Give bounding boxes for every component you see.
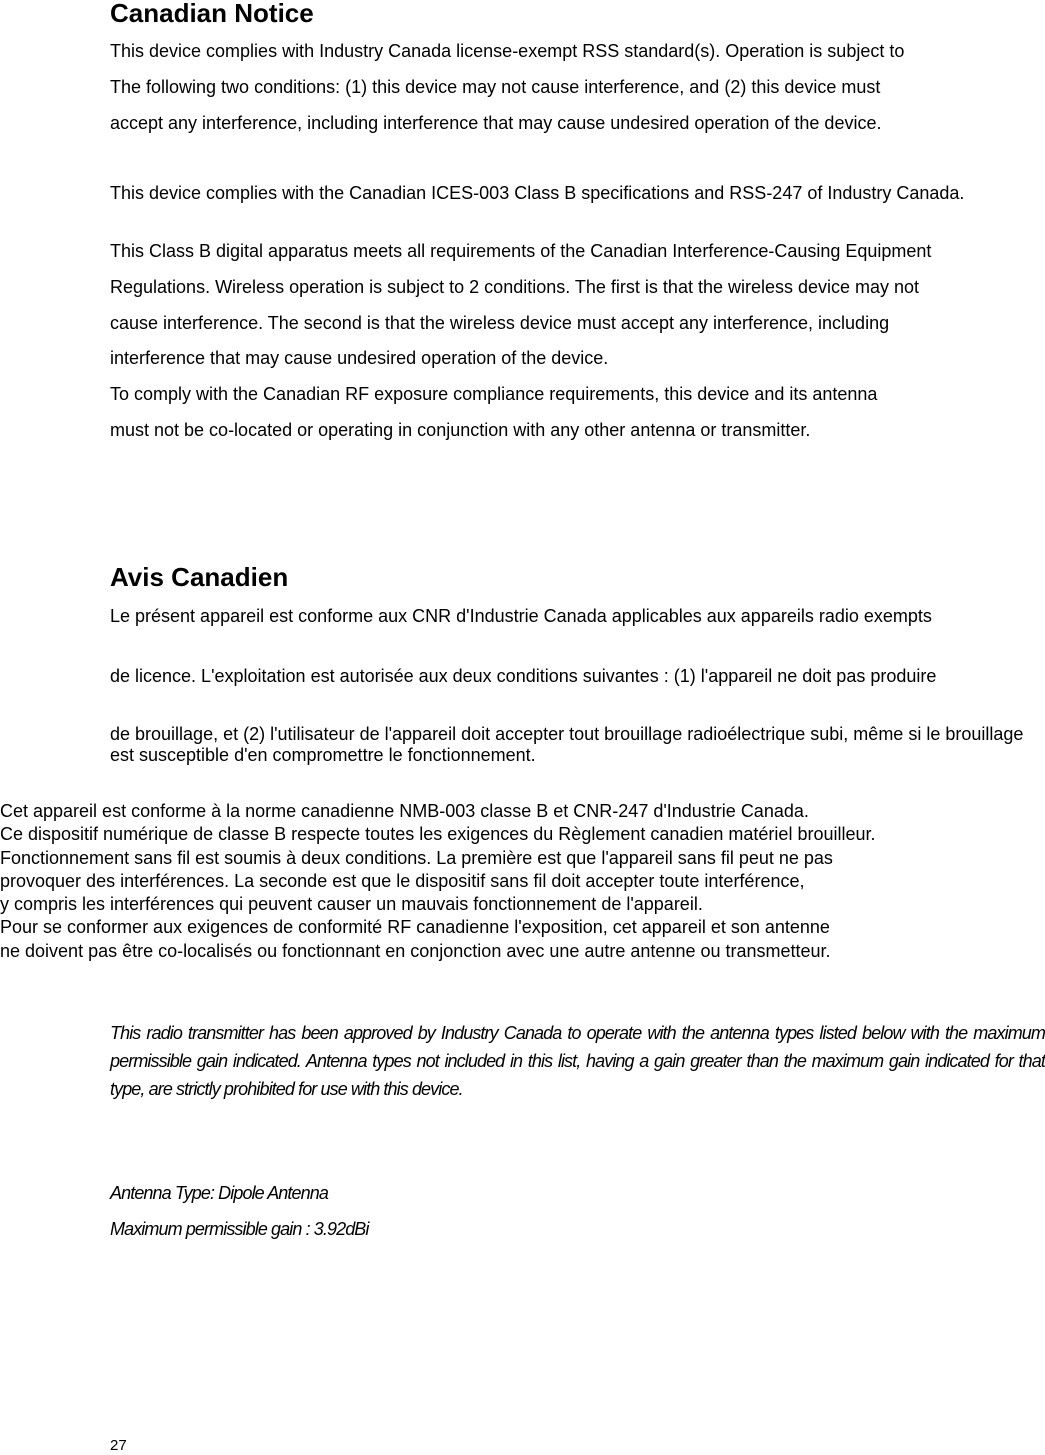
fr-paragraph-2-line: Ce dispositif numérique de classe B respecte toutes les exigences du Règlement canadien matériel brouilleur. [0,824,876,845]
fr-paragraph-1-line-1: Le présent appareil est conforme aux CNR d'Industrie Canada applicables aux appareils radio exempts [110,606,932,626]
en-paragraph-2: This device complies with the Canadian ICES-003 Class B specifications and RSS-247 of Industry Canada. [110,183,965,203]
fr-paragraph-2-line: Pour se conformer aux exigences de conformité RF canadienne l'exposition, cet appareil et son antenne [0,917,830,938]
en-paragraph-3-line-3: cause interference. The second is that the wireless device must accept any interference, including [110,313,890,333]
en-paragraph-3-line-2: Regulations. Wireless operation is subject to 2 conditions. The first is that the wireless device may not [110,277,920,297]
fr-paragraph-1-line-2: de licence. L'exploitation est autorisée aux deux conditions suivantes : (1) l'appareil ne doit pas produire [110,666,937,686]
avis-canadien-heading: Avis Canadien [110,562,289,592]
antenna-notice [110,1019,1045,1239]
en-paragraph-1-line-2: The following two conditions: (1) this device may not cause interference, and (2) this device must [110,77,881,97]
en-paragraph-1-line-3: accept any interference, including interference that may cause undesired operation of the device. [110,113,882,133]
en-paragraph-1-line-1: This device complies with Industry Canada license-exempt RSS standard(s). Operation is subject to [110,41,905,61]
fr-paragraph-2-line: Cet appareil est conforme à la norme canadienne NMB-003 classe B et CNR-247 d'Industrie Canada. [0,801,809,821]
antenna-type-line: Antenna Type: Dipole Antenna [110,1183,328,1203]
canadian-notice-heading: Canadian Notice [110,0,314,28]
fr-paragraph-2-line: Fonctionnement sans fil est soumis à deux conditions. La première est que l'appareil sans fil peut ne pas [0,847,833,868]
en-paragraph-3-line-5: To comply with the Canadian RF exposure compliance requirements, this device and its antenna [110,384,878,404]
maximum-gain-line: Maximum permissible gain : 3.92dBi [110,1219,369,1239]
en-paragraph-3-line-6: must not be co-located or operating in conjunction with any other antenna or transmitter. [110,420,811,440]
fr-paragraph-2-line: provoquer des interférences. La seconde est que le dispositif sans fil doit accepter toute interférence, [0,870,805,891]
fr-paragraph-1-line-3: de brouillage, et (2) l'utilisateur de l'appareil doit accepter tout brouillage radioélectrique subi, même si le brouillage est susceptible d'en compromettre le fonctionnement. [110,724,1024,765]
fr-paragraph-2-line: ne doivent pas être co-localisés ou fonctionnant en conjonction avec une autre antenne ou transmetteur. [0,940,831,961]
antenna-statement: This radio transmitter has been approved by Industry Canada to operate with the antenna types listed below with the maximum permissible gain indicated. Antenna types not included in this list, having a gain greater than the maximum gain indicated for that type, are strictly prohibited for use with this device. [110,1023,1045,1099]
en-paragraph-3-line-1: This Class B digital apparatus meets all requirements of the Canadian Interference-Causing Equipment [110,241,932,261]
fr-paragraph-2 [0,800,1045,963]
en-paragraph-3-line-4: interference that may cause undesired operation of the device. [110,348,609,368]
fr-paragraph-2-line: y compris les interférences qui peuvent causer un mauvais fonctionnement de l'appareil. [0,894,703,915]
page-number: 27 [110,1437,127,1454]
